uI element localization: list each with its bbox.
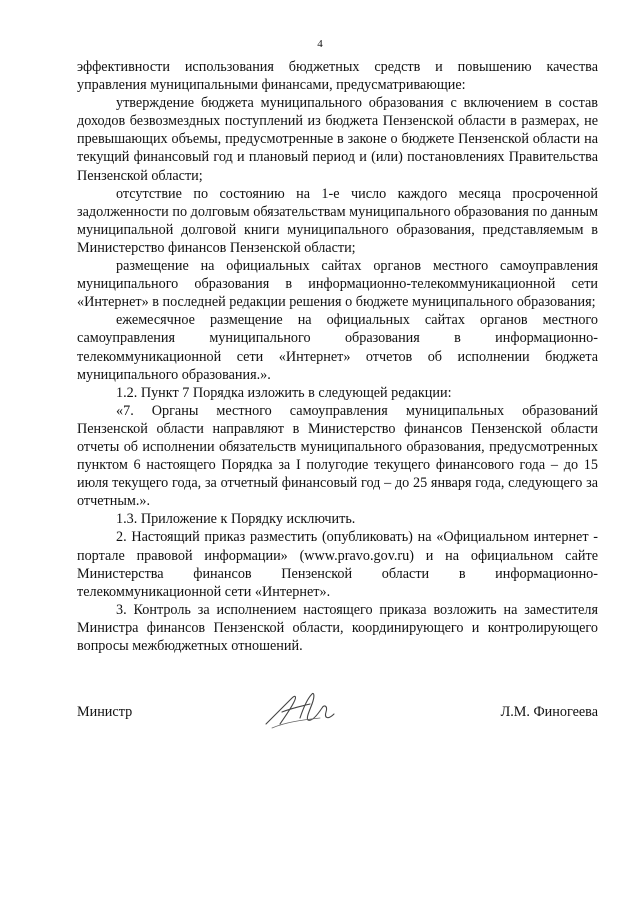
paragraph-clause-3: 3. Контроль за исполнением настоящего приказа возложить на заместителя Министра финансов Пензенской области, координирующего и контролирующего вопросы межбюджетных отношений. xyxy=(77,601,598,654)
paragraph-intro-continuation: эффективности использования бюджетных средств и повышению качества управления муниципальными финансами, предусматривающие: xyxy=(77,59,598,94)
signatory-title: Министр xyxy=(77,704,133,720)
paragraph-budget-approval: утверждение бюджета муниципального образования с включением в состав доходов безвозмездных поступлений из бюджета Пензенской области в размерах, не превышающих объемы, предусмотренные в законе о бюджете Пензенской области на текущий финансовый год и плановый период и (или) постановлениях Правительства Пензенской области; xyxy=(77,95,598,184)
paragraph-clause-2: 2. Настоящий приказ разместить (опубликовать) на «Официальном интернет - портале правовой информации» (www.pravo.gov.ru) и на официальном сайте Министерства финансов Пензенской области в информационно-телекоммуникационной сети «Интернет». xyxy=(77,529,598,600)
paragraph-budget-publication: размещение на официальных сайтах органов местного самоуправления муниципального образования в информационно-телекоммуникационной сети «Интернет» в последней редакции решения о бюджете муниципального образования; xyxy=(77,258,598,311)
handwritten-signature xyxy=(262,684,342,734)
document-body xyxy=(77,58,598,655)
paragraph-clause-7: «7. Органы местного самоуправления муниципальных образований Пензенской области направляют в Министерство финансов Пензенской области отчеты об исполнении обязательств муниципального образования, предусмотренных пунктом 6 настоящего Порядка за I полугодие текущего финансового года – до 15 июля текущего года, за отчетный финансовый год – до 25 января года, следующего за отчетным.». xyxy=(77,402,598,510)
signature-block xyxy=(77,684,598,744)
paragraph-clause-1-3: 1.3. Приложение к Порядку исключить. xyxy=(116,511,356,528)
paragraph-clause-1-2: 1.2. Пункт 7 Порядка изложить в следующей редакции: xyxy=(116,384,452,401)
signatory-name: Л.М. Финогеева xyxy=(500,704,598,720)
paragraph-no-overdue-debt: отсутствие по состоянию на 1-е число каждого месяца просроченной задолженности по долговым обязательствам муниципального образования по данным муниципальной долговой книги муниципального образования, представляемым в Министерство финансов Пензенской области; xyxy=(77,185,598,256)
paragraph-monthly-reports: ежемесячное размещение на официальных сайтах органов местного самоуправления муниципального образования в информационно-телекоммуникационной сети «Интернет» отчетов об исполнении бюджета муниципального образования.». xyxy=(77,312,598,383)
page-number: 4 xyxy=(317,38,323,50)
